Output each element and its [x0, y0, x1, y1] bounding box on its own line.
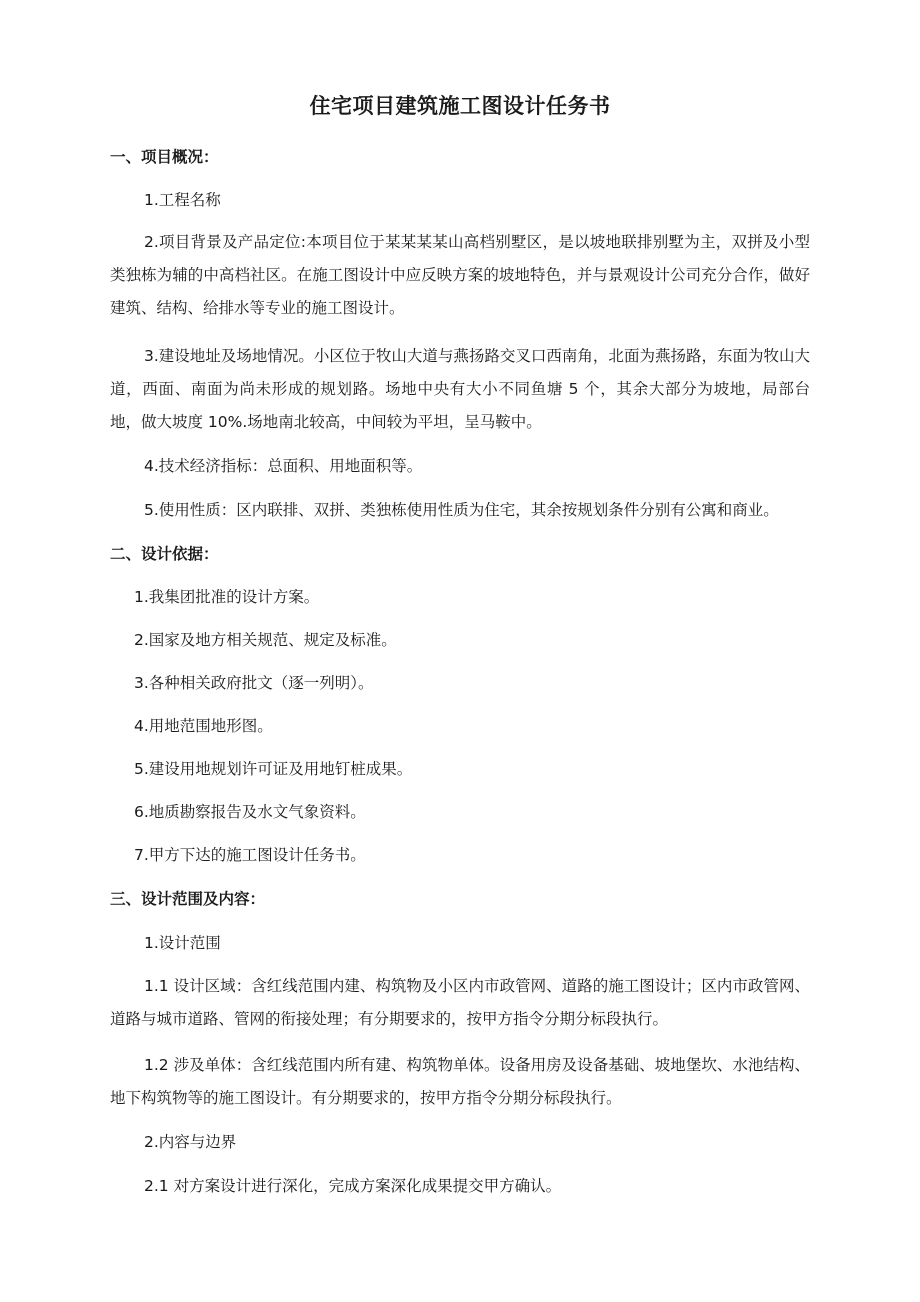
- overview-item-4: 4.技术经济指标：总面积、用地面积等。: [144, 457, 423, 475]
- section-heading-overview: 一、项目概况：: [110, 148, 219, 166]
- scope-item-1: 1.设计范围: [144, 934, 221, 952]
- basis-item-1: 1.我集团批准的设计方案。: [134, 588, 320, 606]
- overview-item-1: 1.工程名称: [144, 191, 221, 209]
- section-heading-basis: 二、设计依据：: [110, 545, 219, 563]
- section-heading-scope: 三、设计范围及内容：: [110, 890, 266, 908]
- document-title: 住宅项目建筑施工图设计任务书: [309, 94, 611, 118]
- basis-item-3: 3.各种相关政府批文（逐一列明）。: [134, 674, 374, 692]
- overview-item-3: 3.建设地址及场地情况。小区位于牧山大道与燕扬路交叉口西南角，北面为燕扬路，东面为牧山大道，西面、南面为尚未形成的规划路。场地中央有大小不同鱼塘 5 个，其余大部分为坡地，局部台地，做大坡度 10%.场地南北较高，中间较为平坦，呈马鞍中。: [110, 347, 810, 431]
- scope-item-1-2: 1.2 涉及单体：含红线范围内所有建、构筑物单体。设备用房及设备基础、坡地堡坎、水池结构、地下构筑物等的施工图设计。有分期要求的，按甲方指令分期分标段执行。: [110, 1056, 810, 1107]
- scope-item-2: 2.内容与边界: [144, 1133, 237, 1151]
- basis-item-5: 5.建设用地规划许可证及用地钉桩成果。: [134, 760, 413, 778]
- overview-item-5: 5.使用性质：区内联排、双拼、类独栋使用性质为住宅，其余按规划条件分别有公寓和商业。: [144, 501, 779, 519]
- basis-item-6: 6.地质勘察报告及水文气象资料。: [134, 803, 366, 821]
- scope-item-1-1: 1.1 设计区域：含红线范围内建、构筑物及小区内市政管网、道路的施工图设计；区内市政管网、道路与城市道路、管网的衔接处理；有分期要求的，按甲方指令分期分标段执行。: [110, 977, 810, 1028]
- overview-item-2: 2.项目背景及产品定位:本项目位于某某某某山高档别墅区，是以坡地联排别墅为主，双拼及小型类独栋为辅的中高档社区。在施工图设计中应反映方案的坡地特色，并与景观设计公司充分合作，做好建筑、结构、给排水等专业的施工图设计。: [110, 233, 810, 317]
- basis-item-2: 2.国家及地方相关规范、规定及标准。: [134, 631, 397, 649]
- basis-item-7: 7.甲方下达的施工图设计任务书。: [134, 846, 366, 864]
- scope-item-2-1: 2.1 对方案设计进行深化，完成方案深化成果提交甲方确认。: [144, 1177, 562, 1195]
- basis-item-4: 4.用地范围地形图。: [134, 717, 273, 735]
